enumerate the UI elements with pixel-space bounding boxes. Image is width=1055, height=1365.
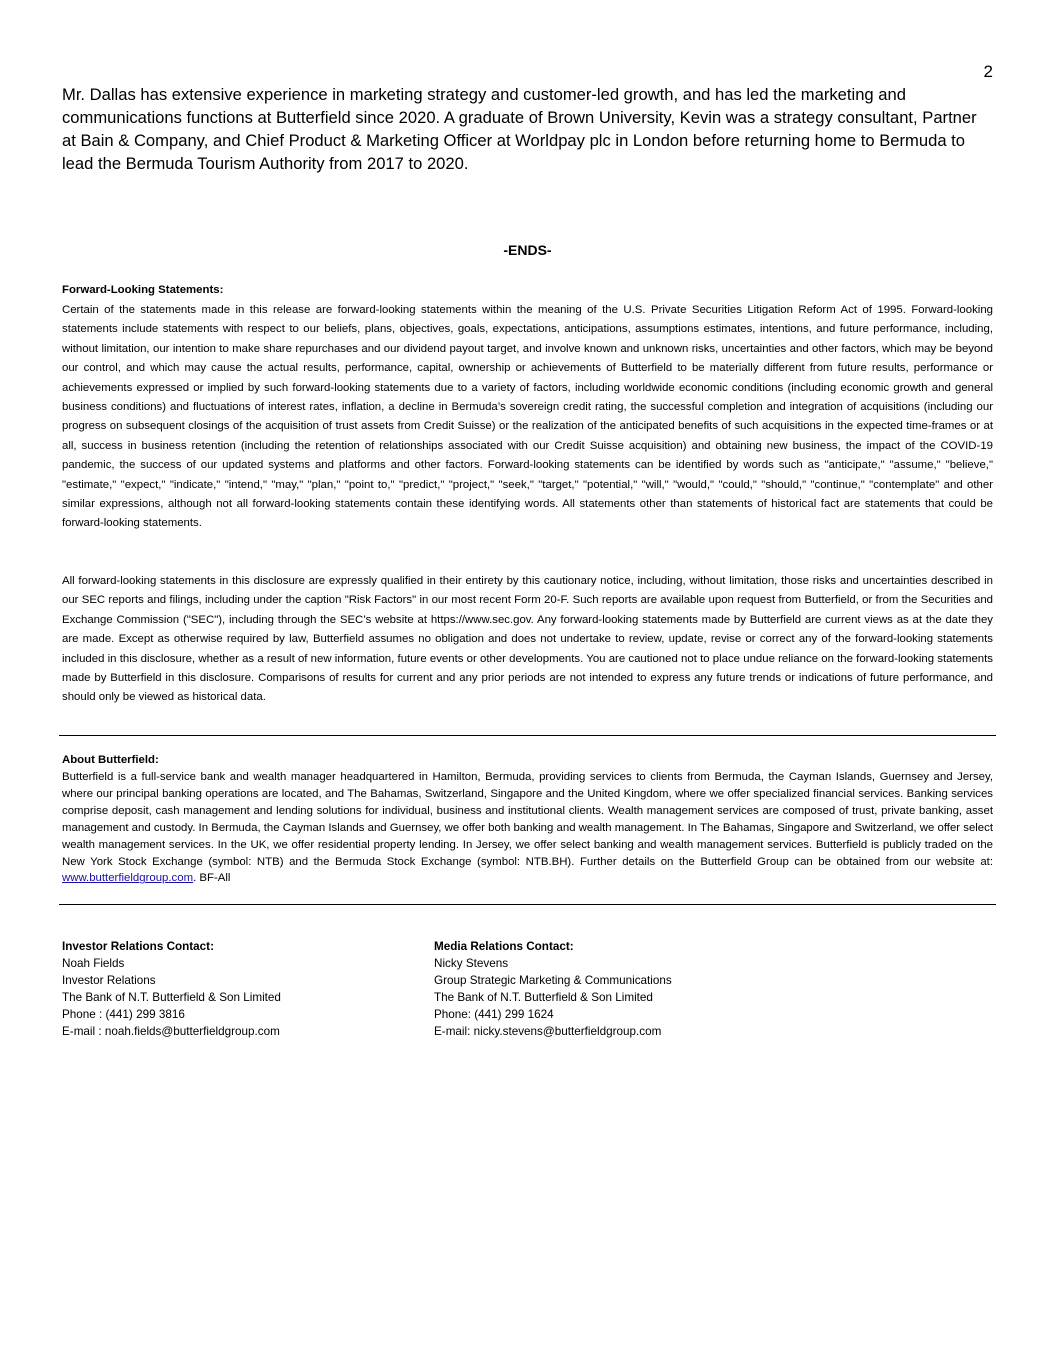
media-contact-email: E-mail: nicky.stevens@butterfieldgroup.com: [434, 1024, 662, 1038]
investor-contact-company: The Bank of N.T. Butterfield & Son Limited: [62, 990, 281, 1004]
media-contact-block: [434, 939, 672, 1040]
lead-paragraph: Mr. Dallas has extensive experience in marketing strategy and customer-led growth, and has led the marketing and communications functions at Butterfield since 2020. A graduate of Brown University, Kevin was a strategy consultant, Partner at Bain & Company, and Chief Product & Marketing Officer at Worldpay plc in London before returning home to Bermuda to lead the Bermuda Tourism Authority from 2017 to 2020.: [62, 85, 977, 173]
page-number: 2: [983, 62, 993, 81]
investor-contact-phone: Phone : (441) 299 3816: [62, 1007, 185, 1021]
forward-looking-paragraph-1: Certain of the statements made in this release are forward-looking statements within the meaning of the U.S. Private Securities Litigation Reform Act of 1995. Forward-looking statements include statements with respect to our beliefs, plans, objectives, goals, expectations, anticipations, assumptions estimates, intentions, and future performance, including, without limitation, our intention to make share repurchases and our dividend payout target, and involve known and unknown risks, uncertainties and other factors, which may be beyond our control, and which may cause the actual results, performance, capital, ownership or achievements of Butterfield to be materially different from future results, performance or achievements expressed or implied by such forward-looking statements due to a variety of factors, including worldwide economic conditions (including economic growth and general business conditions) and fluctuations of interest rates, inflation, a decline in Bermuda’s sovereign credit rating, the successful completion and integration of acquisitions (including our progress on subsequent closings of the acquisition of trust assets from Credit Suisse) or the realization of the anticipated benefits of such acquisitions in the expected time-frames or at all, success in business retention (including the retention of relationships associated with our Credit Suisse acquisition) and obtaining new business, the impact of the COVID-19 pandemic, the success of our updated systems and platforms and other factors. Forward-looking statements can be identified by words such as "anticipate," "assume," "believe," "estimate," "expect," "indicate," "intend," "may," "plan," "point to," "predict," "project," "seek," "target," "potential," "will," "would," "could," "should," "continue," "contemplate" and other similar expressions, although not all forward-looking statements contain these identifying words. All statements other than statements of historical fact are statements that could be forward-looking statements.: [62, 304, 993, 530]
investor-contact-email: E-mail : noah.fields@butterfieldgroup.com: [62, 1024, 280, 1038]
about-trailer: . BF-All: [193, 872, 231, 885]
media-contact-role: Group Strategic Marketing & Communications: [434, 973, 672, 987]
forward-looking-title: Forward-Looking Statements:: [62, 284, 224, 296]
about-title: About Butterfield:: [62, 754, 159, 766]
media-contact-name: Nicky Stevens: [434, 956, 509, 970]
media-contact-phone: Phone: (441) 299 1624: [434, 1007, 554, 1021]
ends-marker: -ENDS-: [503, 242, 552, 258]
media-contact-company: The Bank of N.T. Butterfield & Son Limited: [434, 990, 653, 1004]
about-paragraph: [62, 769, 993, 887]
media-contact-heading: Media Relations Contact:: [434, 940, 574, 953]
divider-top: [59, 735, 996, 736]
butterfield-website-link[interactable]: www.butterfieldgroup.com: [62, 872, 194, 885]
investor-contact-block: [62, 939, 281, 1040]
investor-contact-heading: Investor Relations Contact:: [62, 940, 214, 953]
about-body: Butterfield is a full-service bank and wealth manager headquartered in Hamilton, Bermuda, providing services to clients from Bermuda, the Cayman Islands, Guernsey and Jersey, where our principal banking operations are located, and The Bahamas, Switzerland, Singapore and the United Kingdom, where we offer specialized financial services. Banking services comprise deposit, cash management and lending solutions for individual, business and institutional clients. Wealth management services are composed of trust, private banking, asset management and custody. In Bermuda, the Cayman Islands and Guernsey, we offer both banking and wealth management. In The Bahamas, Singapore and Switzerland, we offer select wealth management services. In the UK, we offer residential property lending. In Jersey, we offer select banking and wealth management services. Butterfield is publicly traded on the New York Stock Exchange (symbol: NTB) and the Bermuda Stock Exchange (symbol: NTB.BH). Further details on the Butterfield Group can be obtained from our website at:: [62, 771, 993, 868]
investor-contact-name: Noah Fields: [62, 956, 125, 970]
investor-contact-role: Investor Relations: [62, 973, 156, 987]
divider-bottom: [59, 904, 996, 905]
forward-looking-paragraph-2: All forward-looking statements in this disclosure are expressly qualified in their entirety by this cautionary notice, including, without limitation, those risks and uncertainties described in our SEC reports and filings, including under the caption "Risk Factors" in our most recent Form 20-F. Such reports are available upon request from Butterfield, or from the Securities and Exchange Commission ("SEC"), including through the SEC’s website at https://www.sec.gov. Any forward-looking statements made by Butterfield are current views as at the date they are made. Except as otherwise required by law, Butterfield assumes no obligation and does not undertake to review, update, revise or correct any of the forward-looking statements included in this disclosure, whether as a result of new information, future events or other developments. You are cautioned not to place undue reliance on the forward-looking statements made by Butterfield in this disclosure. Comparisons of results for current and any prior periods are not intended to express any future trends or indications of future performance, and should only be viewed as historical data.: [62, 575, 993, 704]
